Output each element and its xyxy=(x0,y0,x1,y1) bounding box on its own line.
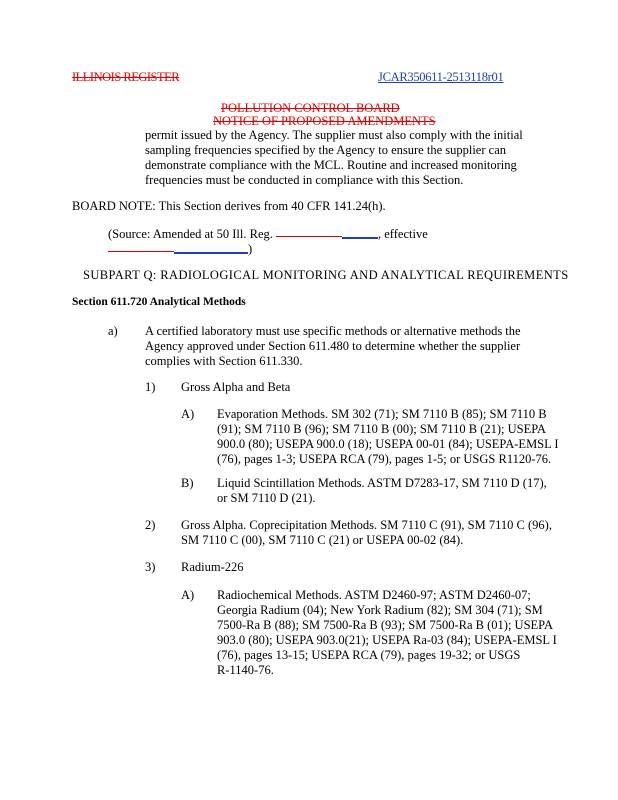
item-1a-line: 900.0 (80); USEPA 900.0 (18); USEPA 00-01 (84); USEPA-EMSL I xyxy=(217,437,559,451)
item-2-text xyxy=(181,518,552,548)
item-a-line: Agency approved under Section 611.480 to determine whether the supplier xyxy=(145,339,521,353)
register-header: ILLINOIS REGISTER xyxy=(72,70,180,84)
board-note: BOARD NOTE: This Section derives from 40 CFR 141.24(h). xyxy=(72,199,386,213)
item-3a-line: Georgia Radium (04); New York Radium (82); SM 304 (71); SM xyxy=(217,603,543,617)
source-line xyxy=(108,227,273,242)
item-1b-line: Liquid Scintillation Methods. ASTM D7283-17, SM 7110 D (17), xyxy=(217,476,547,490)
item-2-line: SM 7110 C (00), SM 7110 C (21) or USEPA 00-02 (84). xyxy=(181,533,464,547)
item-a-label: a) xyxy=(108,324,118,338)
board-header: POLLUTION CONTROL BOARD xyxy=(221,101,400,115)
effective-blueline xyxy=(174,252,248,254)
item-1a-line: (76), pages 1-3; USEPA RCA (79), pages 1-5; or USGS R1120-76. xyxy=(217,452,552,466)
item-3a-line: 903.0 (80); USEPA 903.0(21); USEPA Ra-03 (84); USEPA-EMSL I xyxy=(217,633,557,647)
item-3a-text xyxy=(217,588,557,678)
intro-line: frequencies must be conducted in compliance with this Section. xyxy=(145,173,464,187)
item-2-line: Gross Alpha. Coprecipitation Methods. SM 7110 C (91), SM 7110 C (96), xyxy=(181,518,552,532)
item-1a-line: (91); SM 7110 B (96); SM 7110 B (00); SM 7110 B (21); USEPA xyxy=(217,422,547,436)
intro-line: sampling frequencies specified by the Agency to ensure the supplier can xyxy=(145,143,506,157)
intro-paragraph xyxy=(145,128,523,188)
item-a-text xyxy=(145,324,521,369)
item-3a-line: 7500-Ra B (88); SM 7500-Ra B (93); SM 7500-Ra B (01); USEPA xyxy=(217,618,554,632)
item-a-line: A certified laboratory must use specific methods or alternative methods the xyxy=(145,324,521,338)
notice-header: NOTICE OF PROPOSED AMENDMENTS xyxy=(213,114,436,128)
item-1-text: Gross Alpha and Beta xyxy=(181,380,291,394)
item-1a-text xyxy=(217,407,559,467)
item-2-label: 2) xyxy=(145,518,156,532)
item-1-label: 1) xyxy=(145,380,156,394)
item-1a-line: Evaporation Methods. SM 302 (71); SM 7110 B (85); SM 7110 B xyxy=(217,407,547,421)
item-1a-label: A) xyxy=(181,407,195,421)
item-3-label: 3) xyxy=(145,560,156,574)
jcar-code: JCAR350611-2513118r01 xyxy=(378,70,504,84)
effective-redline xyxy=(108,251,174,252)
subpart-heading: SUBPART Q: RADIOLOGICAL MONITORING AND ANALYTICAL REQUIREMENTS xyxy=(83,268,569,282)
item-3a-line: Radiochemical Methods. ASTM D2460-97; ASTM D2460-07; xyxy=(217,588,531,602)
source-prefix: (Source: Amended at 50 Ill. Reg. xyxy=(108,227,273,241)
intro-line: permit issued by the Agency. The supplier must also comply with the initial xyxy=(145,128,523,142)
item-1b-label: B) xyxy=(181,476,194,490)
item-3-text: Radium-226 xyxy=(181,560,244,574)
item-a-line: complies with Section 611.330. xyxy=(145,354,303,368)
section-title: Section 611.720 Analytical Methods xyxy=(72,296,246,308)
source-blueline xyxy=(342,237,378,239)
item-3a-label: A) xyxy=(181,588,195,602)
item-3a-line: (76), pages 13-15; USEPA RCA (79), pages 19-32; or USGS xyxy=(217,648,521,662)
source-effective: , effective xyxy=(378,227,428,241)
source-close: ) xyxy=(248,242,253,256)
item-3a-line: R-1140-76. xyxy=(217,663,274,677)
item-1b-line: or SM 7110 D (21). xyxy=(217,491,316,505)
item-1b-text xyxy=(217,476,547,506)
source-redline xyxy=(276,236,342,237)
intro-line: demonstrate compliance with the MCL. Routine and increased monitoring xyxy=(145,158,517,172)
